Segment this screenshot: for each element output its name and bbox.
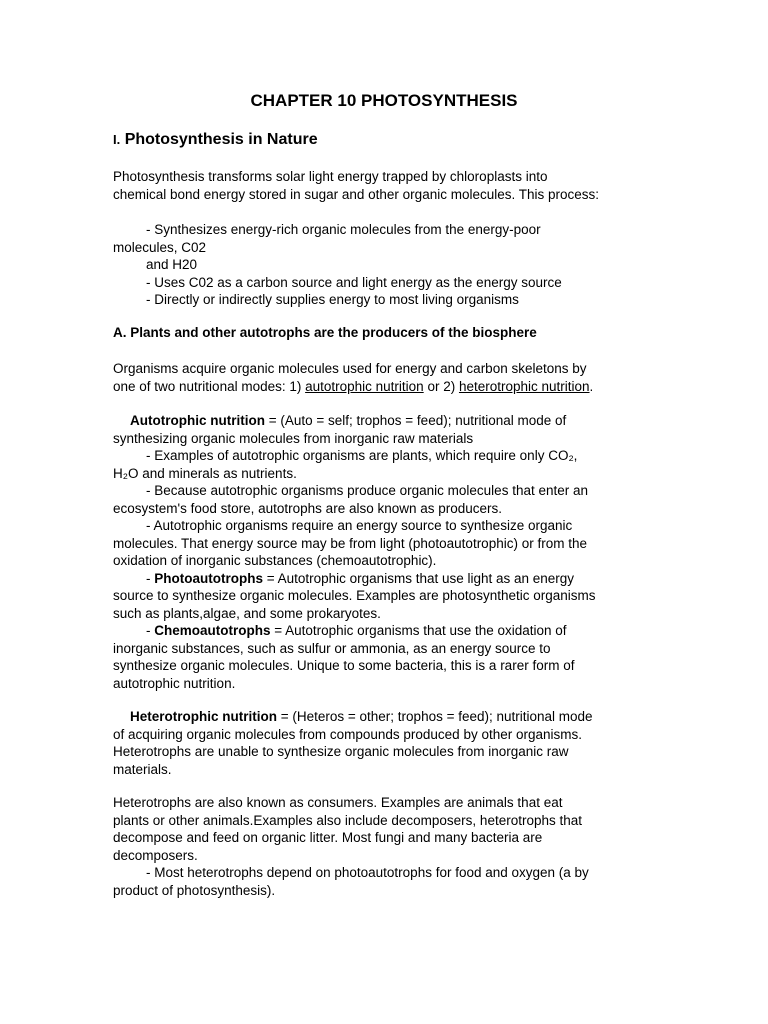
consumers-line: Heterotrophs are also known as consumers. Examples are animals that eat	[113, 795, 563, 810]
heterotrophic-line: materials.	[113, 761, 172, 777]
chemoautotrophs-def	[113, 622, 673, 640]
photoautotrophs-def	[113, 570, 673, 588]
autotrophic-line: - Autotrophic organisms require an energy source to synthesize organic	[146, 518, 573, 533]
photo-dash: -	[146, 570, 155, 586]
consumers-line: - Most heterotrophs depend on photoautotrophs for food and oxygen (a by	[146, 865, 589, 880]
autotrophic-section	[113, 412, 673, 692]
autotrophic-line: molecules. That energy source may be from light (photoautotrophic) or from the	[113, 535, 587, 551]
autotrophic-line: synthesizing organic molecules from inorganic raw materials	[113, 430, 474, 446]
photoautotrophs-term: Photoautotrophs	[154, 570, 263, 586]
chemo-def-text: = Autotrophic organisms that use the oxidation of	[270, 623, 567, 638]
photo-def-text: = Autotrophic organisms that use light as an energy	[262, 570, 575, 586]
process-item: - Uses C02 as a carbon source and light energy as the energy source	[146, 274, 562, 290]
consumers-line: plants or other animals.Examples also include decomposers, heterotrophs that	[113, 812, 582, 828]
heterotrophic-section	[113, 708, 673, 778]
autotrophic-def	[113, 412, 673, 430]
section-number: I.	[113, 132, 121, 147]
heterotrophic-line: Heterotrophs are unable to synthesize organic molecules from inorganic raw	[113, 744, 569, 759]
modes-end: .	[589, 378, 594, 394]
consumers-line: decomposers.	[113, 847, 198, 863]
heterotrophic-def-text: = (Heteros = other; trophos = feed); nutritional mode	[277, 709, 593, 724]
process-item: and H20	[146, 257, 198, 272]
autotrophic-def-text: = (Auto = self; trophos = feed); nutritional mode of	[264, 413, 567, 428]
modes-paragraph	[113, 360, 673, 395]
modes-or: or 2)	[423, 378, 459, 394]
autotrophic-line: autotrophic nutrition.	[113, 675, 236, 691]
autotrophic-line: - Examples of autotrophic organisms are plants, which require only CO₂,	[146, 448, 578, 463]
modes-prefix: one of two nutritional modes: 1)	[113, 378, 306, 394]
autotrophic-line: ecosystem's food store, autotrophs are also known as producers.	[113, 500, 503, 516]
section-heading-a: A. Plants and other autotrophs are the producers of the biosphere	[113, 325, 537, 340]
intro-line: chemical bond energy stored in sugar and other organic molecules. This process:	[113, 186, 600, 202]
consumers-line: product of photosynthesis).	[113, 882, 276, 898]
chemoautotrophs-term: Chemoautotrophs	[154, 623, 271, 638]
autotrophic-line: synthesize organic molecules. Unique to some bacteria, this is a rarer form of	[113, 658, 575, 673]
chemo-dash: -	[146, 623, 155, 638]
intro-paragraph	[113, 168, 673, 203]
autotrophic-nutrition-link: autotrophic nutrition	[305, 378, 424, 394]
autotrophic-line: source to synthesize organic molecules. Examples are photosynthetic organisms	[113, 588, 596, 603]
autotrophic-term: Autotrophic nutrition	[130, 413, 265, 428]
process-item: molecules, C02	[113, 239, 207, 255]
modes-line: Organisms acquire organic molecules used for energy and carbon skeletons by	[113, 361, 587, 376]
process-item: - Synthesizes energy-rich organic molecules from the energy-poor	[146, 222, 541, 237]
autotrophic-line: inorganic substances, such as sulfur or ammonia, as an energy source to	[113, 640, 551, 656]
autotrophic-line: - Because autotrophic organisms produce organic molecules that enter an	[146, 483, 588, 498]
autotrophic-line: H₂O and minerals as nutrients.	[113, 465, 297, 481]
modes-line	[113, 378, 673, 396]
section-title: Photosynthesis in Nature	[124, 131, 318, 148]
heterotrophic-term: Heterotrophic nutrition	[130, 709, 277, 724]
chapter-title: CHAPTER 10 PHOTOSYNTHESIS	[250, 91, 518, 110]
intro-line: Photosynthesis transforms solar light energy trapped by chloroplasts into	[113, 169, 548, 184]
heterotrophic-nutrition-link: heterotrophic nutrition	[458, 378, 590, 394]
heterotrophic-def	[113, 708, 673, 726]
process-item: - Directly or indirectly supplies energy to most living organisms	[146, 292, 519, 307]
consumers-paragraph	[113, 794, 673, 899]
autotrophic-line: such as plants,algae, and some prokaryotes.	[113, 605, 381, 621]
heterotrophic-line: of acquiring organic molecules from compounds produced by other organisms.	[113, 726, 582, 742]
section-heading-i	[113, 131, 318, 149]
autotrophic-line: oxidation of inorganic substances (chemoautotrophic).	[113, 553, 437, 568]
consumers-line: decompose and feed on organic litter. Most fungi and many bacteria are	[113, 830, 543, 845]
process-list	[113, 221, 673, 309]
